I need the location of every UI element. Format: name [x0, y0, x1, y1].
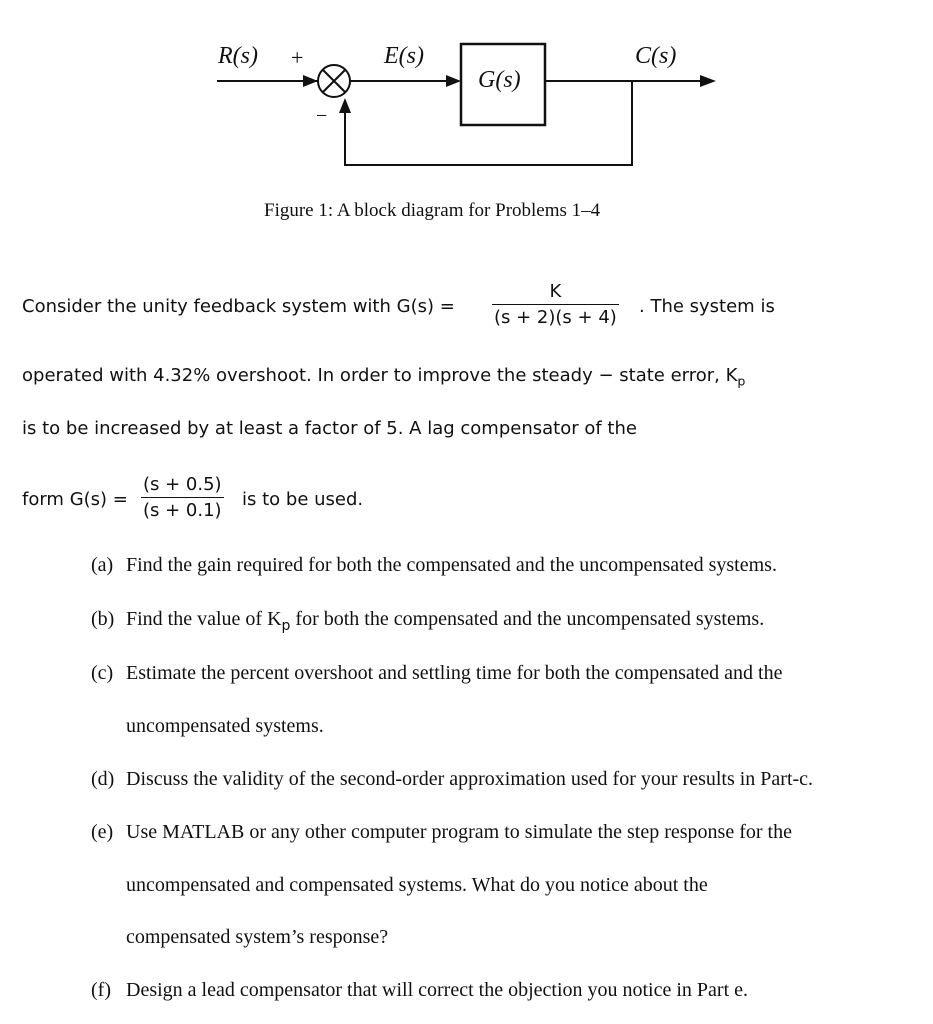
- signal-label-error: E(s): [384, 43, 424, 69]
- form-prefix: form G(s) =: [22, 489, 128, 510]
- line1-prefix: Consider the unity feedback system with G(s) =: [22, 296, 455, 317]
- question-b-subscript: p: [281, 617, 291, 634]
- plant-transfer-function: [492, 281, 619, 328]
- line1-suffix: . The system is: [639, 296, 775, 317]
- lag-compensator-tf: [141, 474, 224, 521]
- question-f-text: Design a lead compensator that will correct the objection you notice in Part e.: [126, 979, 749, 1001]
- kp-subscript: p: [737, 373, 746, 389]
- question-e-label: (e): [91, 821, 114, 843]
- question-b-before: Find the value of K: [126, 608, 282, 630]
- question-f-label: (f): [91, 979, 111, 1001]
- question-b-after: for both the compensated and the uncompensated systems.: [290, 608, 765, 630]
- question-c-label: (c): [91, 662, 114, 684]
- question-c-line1: Estimate the percent overshoot and settling time for both the compensated and the: [126, 662, 783, 684]
- arrowhead-input: [303, 75, 318, 87]
- signal-label-input: R(s): [218, 43, 258, 69]
- sum-plus-sign: +: [291, 45, 304, 70]
- arrowhead-feedback: [339, 98, 351, 113]
- figure-caption: Figure 1: A block diagram for Problems 1–4: [264, 200, 601, 221]
- lag-tf-denominator: (s + 0.1): [141, 497, 224, 521]
- question-c-line2: uncompensated systems.: [126, 715, 324, 737]
- line2-text: operated with 4.32% overshoot. In order to improve the steady − state error, K: [22, 365, 738, 386]
- question-d-label: (d): [91, 768, 115, 790]
- question-e-line3: compensated system’s response?: [126, 926, 389, 948]
- question-e-line1: Use MATLAB or any other computer program to simulate the step response for the: [126, 821, 792, 843]
- question-d-text: Discuss the validity of the second-order approximation used for your results in Part-c.: [126, 768, 814, 790]
- arrowhead-error: [446, 75, 461, 87]
- question-a-text: Find the gain required for both the compensated and the uncompensated systems.: [126, 554, 777, 576]
- lag-tf-numerator: (s + 0.5): [143, 474, 222, 495]
- question-e-line2: uncompensated and compensated systems. What do you notice about the: [126, 874, 708, 896]
- block-diagram: [0, 0, 933, 200]
- problem-line-2: [22, 365, 745, 388]
- problem-line-3: is to be increased by at least a factor of 5. A lag compensator of the: [22, 418, 637, 439]
- question-b-text: [126, 608, 764, 634]
- plant-label: G(s): [478, 67, 521, 93]
- problem-line-1: [22, 296, 455, 317]
- plant-tf-numerator: K: [549, 281, 562, 302]
- form-suffix: is to be used.: [242, 489, 364, 510]
- plant-tf-denominator: (s + 2)(s + 4): [492, 304, 619, 328]
- signal-label-output: C(s): [635, 43, 677, 69]
- question-b-label: (b): [91, 608, 115, 630]
- arrowhead-output: [700, 75, 716, 87]
- sum-minus-sign: −: [316, 105, 328, 127]
- question-a-label: (a): [91, 554, 114, 576]
